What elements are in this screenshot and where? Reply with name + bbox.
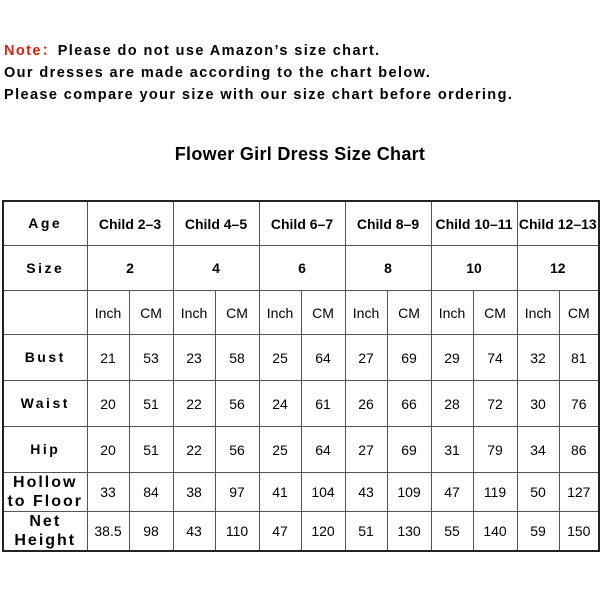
age-cell: Child 4–5 [173, 201, 259, 246]
hip-label: Hip [3, 427, 87, 473]
value-cell: 26 [345, 381, 387, 427]
value-cell: 47 [259, 512, 301, 552]
hip-row [3, 427, 599, 473]
hollow-to-floor-label [3, 473, 87, 512]
label-line-1: Hollow [13, 474, 78, 491]
value-cell: 38 [173, 473, 215, 512]
value-cell: 34 [517, 427, 559, 473]
value-cell: 109 [387, 473, 431, 512]
value-cell: 51 [345, 512, 387, 552]
unit-inch: Inch [259, 291, 301, 335]
note-line-1 [4, 40, 596, 62]
value-cell: 55 [431, 512, 473, 552]
value-cell: 30 [517, 381, 559, 427]
value-cell: 59 [517, 512, 559, 552]
value-cell: 56 [215, 427, 259, 473]
value-cell: 24 [259, 381, 301, 427]
value-cell: 38.5 [87, 512, 129, 552]
unit-inch: Inch [345, 291, 387, 335]
unit-cm: CM [129, 291, 173, 335]
value-cell: 56 [215, 381, 259, 427]
value-cell: 64 [301, 335, 345, 381]
age-cell: Child 6–7 [259, 201, 345, 246]
unit-inch: Inch [431, 291, 473, 335]
value-cell: 150 [559, 512, 599, 552]
value-cell: 140 [473, 512, 517, 552]
value-cell: 61 [301, 381, 345, 427]
bust-row [3, 335, 599, 381]
notes [4, 40, 596, 106]
value-cell: 72 [473, 381, 517, 427]
size-cell: 10 [431, 246, 517, 291]
value-cell: 69 [387, 427, 431, 473]
value-cell: 43 [345, 473, 387, 512]
net-height-row [3, 512, 599, 552]
size-cell: 8 [345, 246, 431, 291]
value-cell: 29 [431, 335, 473, 381]
value-cell: 50 [517, 473, 559, 512]
unit-corner [3, 291, 87, 335]
value-cell: 79 [473, 427, 517, 473]
age-cell: Child 10–11 [431, 201, 517, 246]
value-cell: 22 [173, 427, 215, 473]
value-cell: 20 [87, 427, 129, 473]
value-cell: 97 [215, 473, 259, 512]
value-cell: 31 [431, 427, 473, 473]
label-line-2: Height [14, 532, 77, 549]
value-cell: 22 [173, 381, 215, 427]
label-line-2: to Floor [7, 493, 84, 510]
value-cell: 27 [345, 335, 387, 381]
note-label: Note： [4, 43, 58, 59]
net-height-label [3, 512, 87, 552]
value-cell: 28 [431, 381, 473, 427]
value-cell: 51 [129, 381, 173, 427]
value-cell: 86 [559, 427, 599, 473]
unit-cm: CM [473, 291, 517, 335]
waist-label: Waist [3, 381, 87, 427]
value-cell: 130 [387, 512, 431, 552]
size-cell: 2 [87, 246, 173, 291]
unit-cm: CM [215, 291, 259, 335]
value-cell: 21 [87, 335, 129, 381]
value-cell: 20 [87, 381, 129, 427]
age-cell: Child 12–13 [517, 201, 599, 246]
value-cell: 43 [173, 512, 215, 552]
unit-cm: CM [387, 291, 431, 335]
unit-cm: CM [301, 291, 345, 335]
chart-title: Flower Girl Dress Size Chart [174, 144, 426, 164]
size-header: Size [3, 246, 87, 291]
waist-row [3, 381, 599, 427]
value-cell: 32 [517, 335, 559, 381]
size-cell: 12 [517, 246, 599, 291]
value-cell: 120 [301, 512, 345, 552]
age-header: Age [3, 201, 87, 246]
note-line-3: Please compare your size with our size chart before ordering. [4, 87, 514, 103]
value-cell: 27 [345, 427, 387, 473]
age-cell: Child 8–9 [345, 201, 431, 246]
note-text-1: Please do not use Amazon’s size chart. [57, 43, 381, 59]
age-row [3, 201, 599, 246]
value-cell: 74 [473, 335, 517, 381]
value-cell: 64 [301, 427, 345, 473]
value-cell: 110 [215, 512, 259, 552]
value-cell: 104 [301, 473, 345, 512]
unit-inch: Inch [173, 291, 215, 335]
unit-inch: Inch [517, 291, 559, 335]
value-cell: 25 [259, 427, 301, 473]
bust-label: Bust [3, 335, 87, 381]
note-line-2: Our dresses are made according to the chart below. [4, 65, 432, 81]
value-cell: 47 [431, 473, 473, 512]
value-cell: 84 [129, 473, 173, 512]
value-cell: 58 [215, 335, 259, 381]
value-cell: 127 [559, 473, 599, 512]
unit-cm: CM [559, 291, 599, 335]
label-line-1: Net [29, 513, 62, 530]
value-cell: 81 [559, 335, 599, 381]
value-cell: 69 [387, 335, 431, 381]
age-cell: Child 2–3 [87, 201, 173, 246]
size-row [3, 246, 599, 291]
value-cell: 25 [259, 335, 301, 381]
size-cell: 6 [259, 246, 345, 291]
value-cell: 98 [129, 512, 173, 552]
value-cell: 51 [129, 427, 173, 473]
value-cell: 33 [87, 473, 129, 512]
value-cell: 76 [559, 381, 599, 427]
unit-row [3, 291, 599, 335]
unit-inch: Inch [87, 291, 129, 335]
value-cell: 119 [473, 473, 517, 512]
value-cell: 23 [173, 335, 215, 381]
size-chart-table [2, 200, 600, 552]
value-cell: 66 [387, 381, 431, 427]
value-cell: 41 [259, 473, 301, 512]
size-cell: 4 [173, 246, 259, 291]
hollow-to-floor-row [3, 473, 599, 512]
value-cell: 53 [129, 335, 173, 381]
